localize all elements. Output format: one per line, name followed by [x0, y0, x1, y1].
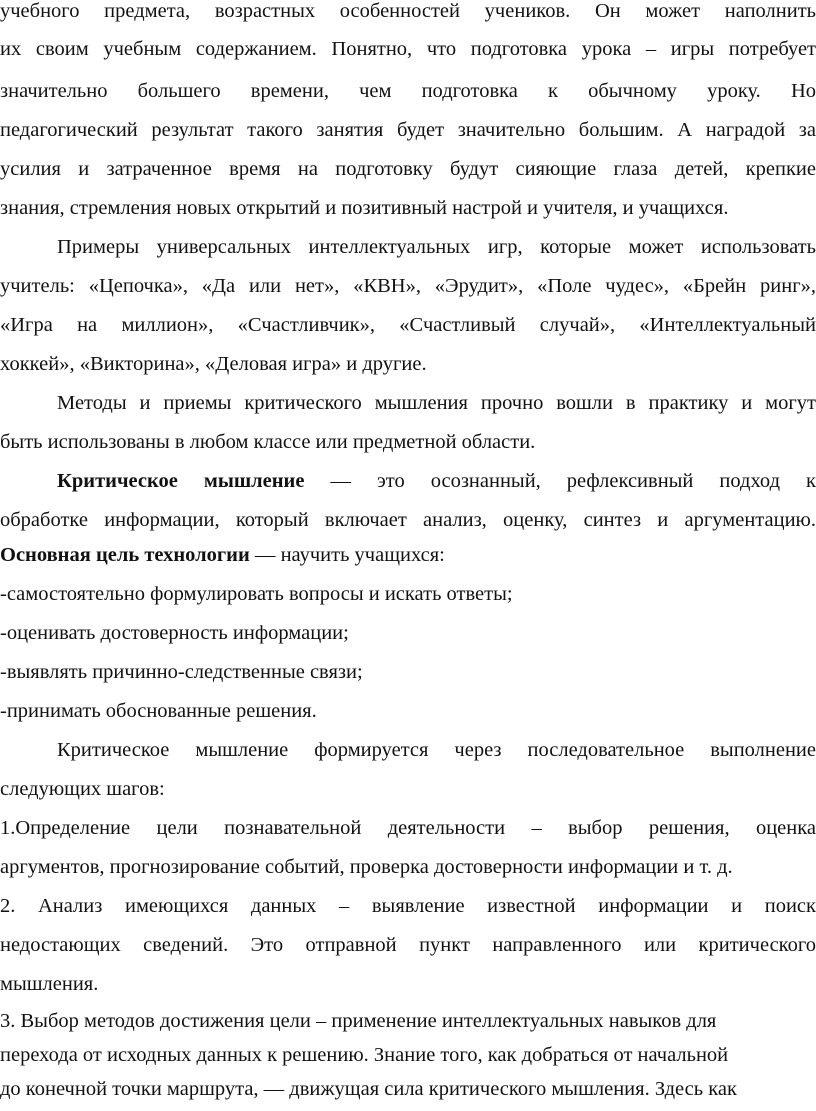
step-line: 1.Определение цели познавательной деятельности – выбор решения, оценка	[0, 817, 816, 839]
step-line: аргументов, прогнозирование событий, проверка достоверности информации и т. д.	[0, 856, 733, 878]
list-item: -оценивать достоверность информации;	[0, 622, 349, 644]
list-item: -принимать обоснованные решения.	[0, 700, 317, 722]
text-line: Критическое мышление формируется через последовательное выполнение	[57, 739, 816, 761]
goal-line	[0, 540, 816, 570]
text-line: учебного предмета, возрастных особенностей учеников. Он может наполнить	[0, 0, 816, 22]
text-line: Примеры универсальных интеллектуальных игр, которые может использовать	[57, 236, 816, 258]
text-line: хоккей», «Викторина», «Деловая игра» и другие.	[0, 353, 427, 375]
step-line: 3. Выбор методов достижения цели – применение интеллектуальных навыков для	[0, 1010, 717, 1032]
text-span: — научить учащихся:	[249, 544, 445, 566]
text-line: их своим учебным содержанием. Понятно, что подготовка урока – игры потребует	[0, 38, 816, 60]
text-line: быть использованы в любом классе или предметной области.	[0, 431, 536, 453]
text-line: Методы и приемы критического мышления прочно вошли в практику и могут	[57, 392, 816, 414]
list-item: -самостоятельно формулировать вопросы и искать ответы;	[0, 583, 513, 605]
step-line: мышления.	[0, 973, 99, 995]
list-item: -выявлять причинно-следственные связи;	[0, 661, 363, 683]
text-line: педагогический результат такого занятия будет значительно большим. А наградой за	[0, 119, 816, 141]
text-span: — это осознанный, рефлексивный подход к	[304, 470, 816, 492]
text-line: знания, стремления новых открытий и позитивный настрой и учителя, и учащихся.	[0, 197, 729, 219]
step-line: до конечной точки маршрута, — движущая сила критического мышления. Здесь как	[0, 1078, 737, 1100]
step-line: 2. Анализ имеющихся данных – выявление известной информации и поиск	[0, 895, 816, 917]
text-line: учитель: «Цепочка», «Да или нет», «КВН», «Эрудит», «Поле чудес», «Брейн ринг»,	[0, 275, 816, 297]
definition-line	[57, 466, 816, 496]
text-line: обработке информации, который включает анализ, оценку, синтез и аргументацию.	[0, 509, 816, 531]
term-critical-thinking: Критическое мышление	[57, 470, 305, 492]
term-main-goal: Основная цель технологии	[0, 544, 250, 566]
text-line: значительно большего времени, чем подготовка к обычному уроку. Но	[0, 80, 816, 102]
text-line: «Игра на миллион», «Счастливчик», «Счастливый случай», «Интеллектуальный	[0, 314, 816, 336]
step-line: недостающих сведений. Это отправной пункт направленного или критического	[0, 934, 816, 956]
step-line: перехода от исходных данных к решению. Знание того, как добраться от начальной	[0, 1044, 729, 1066]
text-line: следующих шагов:	[0, 778, 165, 800]
text-line: усилия и затраченное время на подготовку будут сияющие глаза детей, крепкие	[0, 158, 816, 180]
